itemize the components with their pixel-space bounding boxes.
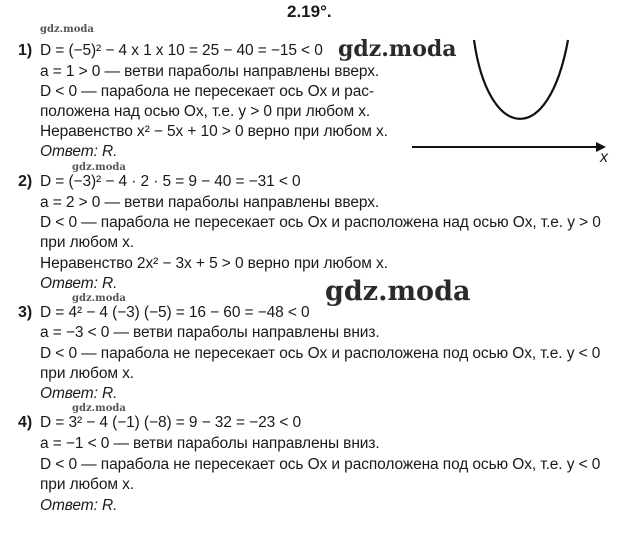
problem-line: D < 0 — парабола не пересекает ось Ox и расположена под осью Ox, т.е. y < 0 [40,456,601,473]
watermark-small: gdz.moda [40,24,94,35]
answer-line: Ответ: R. [40,497,118,514]
problem-line: D < 0 — парабола не пересекает ось Ox и рас- [40,83,374,100]
watermark-small: gdz.moda [72,403,126,414]
problem-number: 4) [18,414,33,431]
watermark-large: gdz.moda [325,276,471,307]
page-title: 2.19°. [287,2,332,21]
problem-number: 1) [18,42,33,59]
problem-line: при любом x. [40,365,134,382]
watermark-small: gdz.moda [72,293,126,304]
problem-line: a = −3 < 0 — ветви параболы направлены вниз. [40,324,380,341]
problem-line: a = −1 < 0 — ветви параболы направлены вниз. [40,435,380,452]
watermark-large: gdz.moda [338,36,457,62]
problem-line: Неравенство x² − 5x + 10 > 0 верно при любом x. [40,123,388,140]
problem-line: D = 4² − 4 (−3) (−5) = 16 − 60 = −48 < 0 [40,304,310,321]
parabola-graph [408,30,608,160]
answer-line: Ответ: R. [40,275,118,292]
problem-line: a = 1 > 0 — ветви параболы направлены вверх. [40,63,380,80]
problem-number: 2) [18,173,33,190]
answer-line: Ответ: R. [40,385,118,402]
problem-line: D = 3² − 4 (−1) (−8) = 9 − 32 = −23 < 0 [40,414,302,431]
watermark-small: gdz.moda [72,162,126,173]
problem-line: D < 0 — парабола не пересекает ось Ox и расположена под осью Ox, т.е. y < 0 [40,345,601,362]
problem-line: при любом x. [40,234,134,251]
problem-number: 3) [18,304,33,321]
x-axis-label: x [600,149,608,166]
problem-line: D = (−5)² − 4 x 1 x 10 = 25 − 40 = −15 < 0 [40,42,323,59]
parabola-curve [474,40,568,119]
answer-line: Ответ: R. [40,143,118,160]
problem-line: при любом x. [40,476,134,493]
problem-line: D < 0 — парабола не пересекает ось Ox и расположена над осью Ox, т.е. y > 0 [40,214,601,231]
problem-line: Неравенство 2x² − 3x + 5 > 0 верно при любом x. [40,255,388,272]
problem-line: a = 2 > 0 — ветви параболы направлены вверх. [40,194,380,211]
problem-line: положена над осью Ox, т.е. y > 0 при любом x. [40,103,371,120]
problem-line: D = (−3)² − 4 · 2 · 5 = 9 − 40 = −31 < 0 [40,173,301,190]
